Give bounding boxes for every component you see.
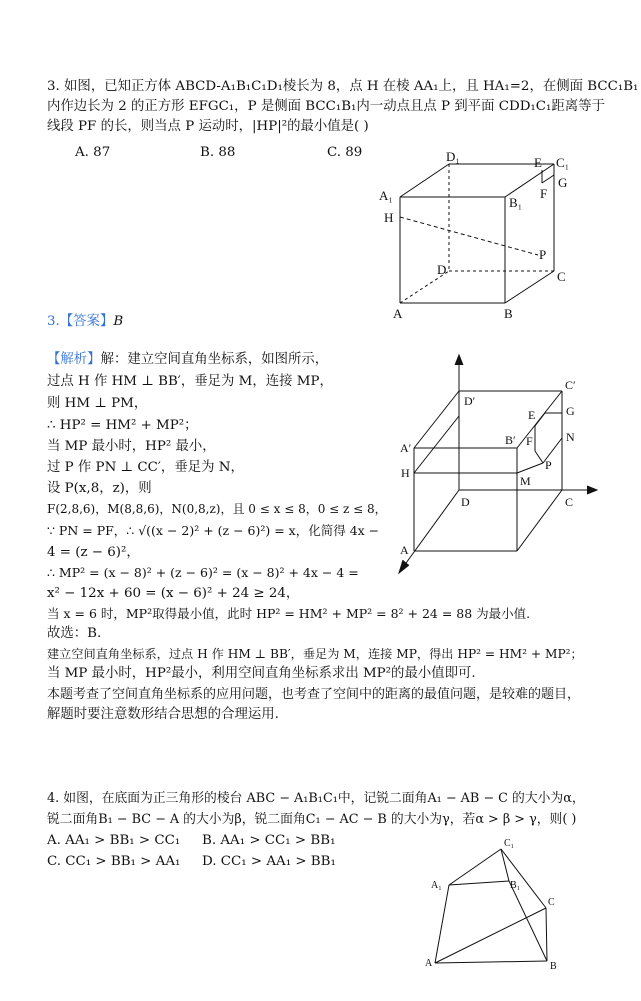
q3-label-d1: D₁ xyxy=(446,150,460,164)
q4-line-1: 4. 如图，在底面为正三角形的棱台 ABC − A₁B₁C₁中，记锐二面角A₁ − AB − C 的大小为α， xyxy=(47,791,585,806)
analysis-label: 【解析】 xyxy=(47,352,101,367)
analysis-line-8: F(2,8,6)，M(8,8,6)，N(0,8,z)，且 0 ≤ x ≤ 8，0 ≤ z ≤ 8， xyxy=(47,502,387,516)
q3-line-3: 线段 PF 的长，则当点 P 运动时，|HP|²的最小值是( ) xyxy=(47,119,369,134)
q4-label-c1: C₁ xyxy=(504,838,515,849)
fig2-label-p: P xyxy=(545,458,552,472)
fig2-label-n: N xyxy=(566,430,575,444)
answer-value: B xyxy=(113,314,124,329)
q3-label-c: C xyxy=(557,269,566,284)
q3-label-b: B xyxy=(504,306,513,321)
q3-label-p: P xyxy=(539,247,547,262)
analysis-line-3: 则 HM ⊥ PM， xyxy=(47,396,148,411)
fig2-label-bprime: B′ xyxy=(505,433,516,447)
q3-line-2: 内作边长为 2 的正方形 EFGC₁，P 是侧面 BCC₁B₁内一动点且点 P 到平面 CDD₁C₁距离等于 xyxy=(47,99,605,114)
q3-label-c1: C₁ xyxy=(556,155,570,170)
q3-label-a1: A₁ xyxy=(379,188,393,203)
fig2-label-aprime: A′ xyxy=(400,441,412,455)
q3-label-a: A xyxy=(393,306,403,321)
analysis-line-15: 建立空间直角坐标系，过点 H 作 HM ⊥ BB′，垂足为 M，连接 MP，得出 HP² = HM² + MP²； xyxy=(47,647,583,661)
q4-option-c: C. CC₁ > BB₁ > AA₁ xyxy=(47,854,181,869)
q3-label-g: G xyxy=(558,175,568,190)
analysis-line-12: x² − 12x + 60 = (x − 6)² + 24 ≥ 24， xyxy=(47,586,300,601)
q4-option-d: D. CC₁ > AA₁ > BB₁ xyxy=(202,854,336,869)
q3-label-h: H xyxy=(384,210,394,225)
analysis-coordinate-figure xyxy=(385,345,605,580)
q3-option-b: B. 88 xyxy=(200,145,236,160)
analysis-line-14: 故选：B. xyxy=(47,626,102,641)
q3-cube-figure xyxy=(370,150,590,325)
fig2-label-dprime: D′ xyxy=(464,394,476,408)
fig2-label-cprime: C′ xyxy=(565,378,576,392)
q3-label-f: F xyxy=(540,186,548,201)
fig2-label-a: A xyxy=(400,543,409,557)
q3-label-d: D xyxy=(437,262,447,277)
q4-label-c: C xyxy=(548,897,555,908)
analysis-line-17: 本题考查了空间直角坐标系的应用问题，也考查了空间中的距离的最值问题，是较难的题目， xyxy=(47,687,581,702)
analysis-line-4: ∴ HP² = HM² + MP²； xyxy=(47,418,198,433)
analysis-line-2: 过点 H 作 HM ⊥ BB′，垂足为 M，连接 MP， xyxy=(47,374,333,389)
q3-line-1: 3. 如图，已知正方体 ABCD-A₁B₁C₁D₁棱长为 8，点 H 在棱 AA₁上，且 HA₁=2，在侧面 BCC₁B₁ xyxy=(47,79,639,94)
q4-label-b1: B₁ xyxy=(510,880,521,891)
analysis-line-5: 当 MP 最小时，HP² 最小， xyxy=(47,439,216,454)
q4-option-b: B. AA₁ > CC₁ > BB₁ xyxy=(202,833,336,848)
analysis-line-16: 当 MP 最小时，HP²最小，利用空间直角坐标系求出 MP²的最小值即可. xyxy=(47,666,476,681)
fig2-label-e: E xyxy=(528,408,536,422)
q3-label-b1: B₁ xyxy=(509,195,523,210)
fig2-label-g: G xyxy=(566,404,575,418)
q4-line-2: 锐二面角B₁ − BC − A 的大小为β，锐二面角C₁ − AC − B 的大小为γ，若α > β > γ，则( ) xyxy=(47,812,577,827)
analysis-line-9: ∵ PN = PF，∴ √((x − 2)² + (z − 6)²) = x，化简得 4x − xyxy=(47,523,380,538)
q4-option-a: A. AA₁ > BB₁ > CC₁ xyxy=(47,833,181,848)
q3-option-a: A. 87 xyxy=(75,145,111,160)
analysis-line-6: 过 P 作 PN ⊥ CC′，垂足为 N， xyxy=(47,460,244,475)
fig2-label-m: M xyxy=(520,474,531,488)
q3-label-e: E xyxy=(534,155,542,170)
q4-label-a: A xyxy=(425,958,433,969)
answer-line xyxy=(47,313,123,331)
analysis-line-18: 解题时要注意数形结合思想的合理运用. xyxy=(47,707,279,722)
analysis-line-13: 当 x = 6 时，MP²取得最小值，此时 HP² = HM² + MP² = 8² + 24 = 88 为最小值. xyxy=(47,606,531,621)
q4-frustum-figure xyxy=(425,835,575,975)
q4-label-b: B xyxy=(550,961,557,972)
q4-label-a1: A₁ xyxy=(431,880,442,891)
analysis-line-1: 【解析】解：建立空间直角坐标系，如图所示， xyxy=(47,352,329,367)
answer-label: 3.【答案】 xyxy=(47,314,114,329)
analysis-line-11: ∴ MP² = (x − 8)² + (z − 6)² = (x − 8)² + 4x − 4 = xyxy=(47,565,359,580)
fig2-label-f: F xyxy=(526,434,533,448)
fig2-label-d: D xyxy=(461,495,470,509)
fig2-label-c: C xyxy=(565,495,574,509)
analysis-line-7: 设 P(x,8，z)，则 xyxy=(47,481,152,496)
q3-option-c: C. 89 xyxy=(327,145,363,160)
fig2-label-h: H xyxy=(401,466,410,480)
analysis-line-10: 4 = (z − 6)²， xyxy=(47,545,140,560)
